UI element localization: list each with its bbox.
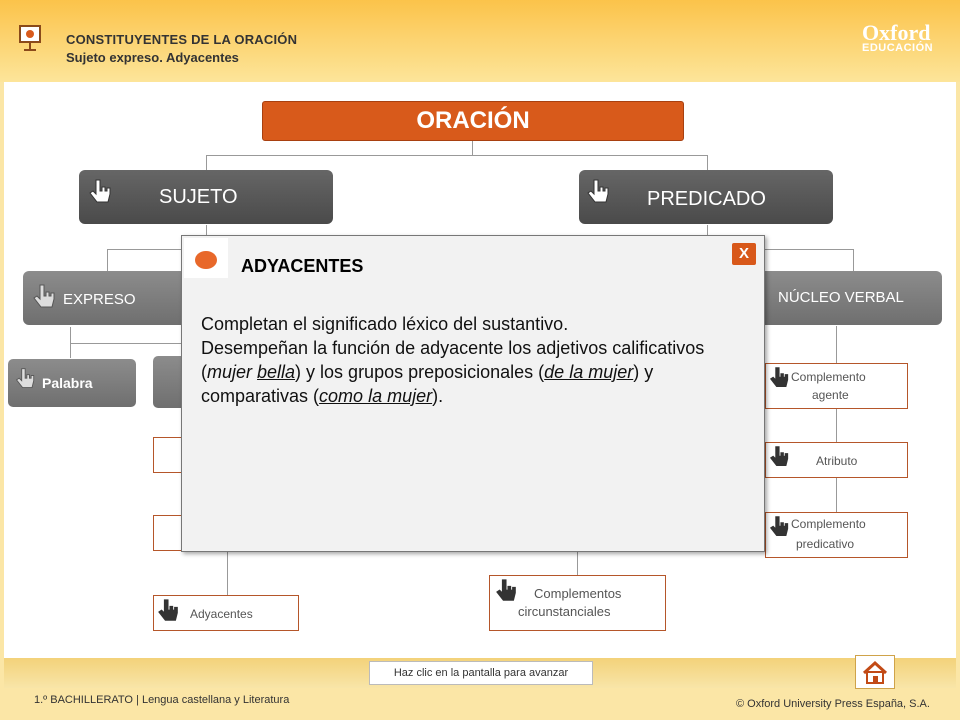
hand-pointer-icon: [768, 366, 792, 390]
popup-icon-bg: [184, 238, 228, 278]
page-subtitle: Sujeto expreso. Adyacentes: [66, 50, 239, 65]
popup-text-b: ) y los grupos preposicionales (: [295, 362, 545, 382]
complemento-predicativo-label-1: Complemento: [791, 517, 866, 531]
advance-button[interactable]: Haz clic en la pantalla para avanzar: [369, 661, 593, 685]
oxford-logo-sub: EDUCACIÓN: [862, 42, 934, 54]
palabra-label: Palabra: [42, 375, 93, 391]
popup-text-c: ) y comparativas (: [201, 362, 654, 406]
atributo-label: Atributo: [816, 454, 858, 468]
complemento-agente-button[interactable]: [765, 363, 908, 409]
presentation-icon: [18, 24, 42, 52]
adyacentes-popup: [181, 235, 765, 552]
hand-pointer-icon: [585, 178, 613, 206]
example-1-noun: mujer: [207, 362, 258, 382]
complemento-agente-label-2: agente: [812, 388, 849, 402]
example-2: de la mujer: [544, 362, 634, 382]
atributo-button[interactable]: [765, 442, 908, 478]
hand-pointer-icon: [14, 367, 38, 391]
sujeto-button[interactable]: [79, 170, 333, 224]
popup-text-paragraph: [201, 336, 751, 408]
page-title: CONSTITUYENTES DE LA ORACIÓN: [66, 32, 298, 47]
popup-title: ADYACENTES: [241, 256, 364, 276]
predicado-button[interactable]: [579, 170, 833, 224]
close-button[interactable]: X: [732, 243, 756, 265]
complementos-label-1: Complementos: [534, 586, 622, 601]
popup-text-d: ).: [432, 386, 444, 406]
example-3: como la mujer: [319, 386, 433, 406]
expreso-button[interactable]: [23, 271, 193, 325]
hand-pointer-icon: [156, 598, 182, 624]
popup-text-a: Desempeñan la función de adyacente los adjetivos calificativos (: [201, 338, 705, 382]
popup-text-line1: Completan el significado léxico del sustantivo.: [201, 314, 569, 334]
home-button[interactable]: [855, 655, 895, 689]
complementos-label-2: circunstanciales: [518, 604, 611, 619]
palabra-button[interactable]: [8, 359, 136, 407]
complemento-agente-label-1: Complemento: [791, 370, 866, 384]
course-label: 1.º BACHILLERATO | Lengua castellana y Literatura: [34, 694, 290, 706]
oxford-logo: Oxford: [862, 20, 931, 45]
hand-pointer-icon: [494, 578, 520, 604]
complemento-predicativo-label-2: predicativo: [796, 537, 855, 551]
example-1-adj: bella: [257, 362, 296, 382]
copyright-label: © Oxford University Press España, S.A.: [736, 698, 930, 710]
adyacentes-label: Adyacentes: [190, 607, 253, 621]
nucleo-verbal-label: NÚCLEO VERBAL: [778, 289, 904, 306]
predicado-label: PREDICADO: [647, 188, 766, 210]
oracion-box: ORACIÓN: [262, 101, 684, 141]
complemento-predicativo-button[interactable]: [765, 512, 908, 558]
sujeto-label: SUJETO: [159, 186, 238, 208]
hand-pointer-icon: [31, 283, 59, 311]
expreso-label: EXPRESO: [63, 291, 136, 308]
adyacentes-button[interactable]: [153, 595, 299, 631]
hand-pointer-icon: [87, 178, 115, 206]
nucleo-verbal-button[interactable]: [752, 271, 942, 325]
popup-body: [201, 312, 751, 408]
complementos-circunstanciales-button[interactable]: [489, 575, 666, 631]
orange-dot-icon: [184, 238, 228, 278]
hand-pointer-icon: [768, 445, 792, 469]
home-icon: [856, 656, 894, 688]
hand-pointer-icon: [768, 515, 792, 539]
